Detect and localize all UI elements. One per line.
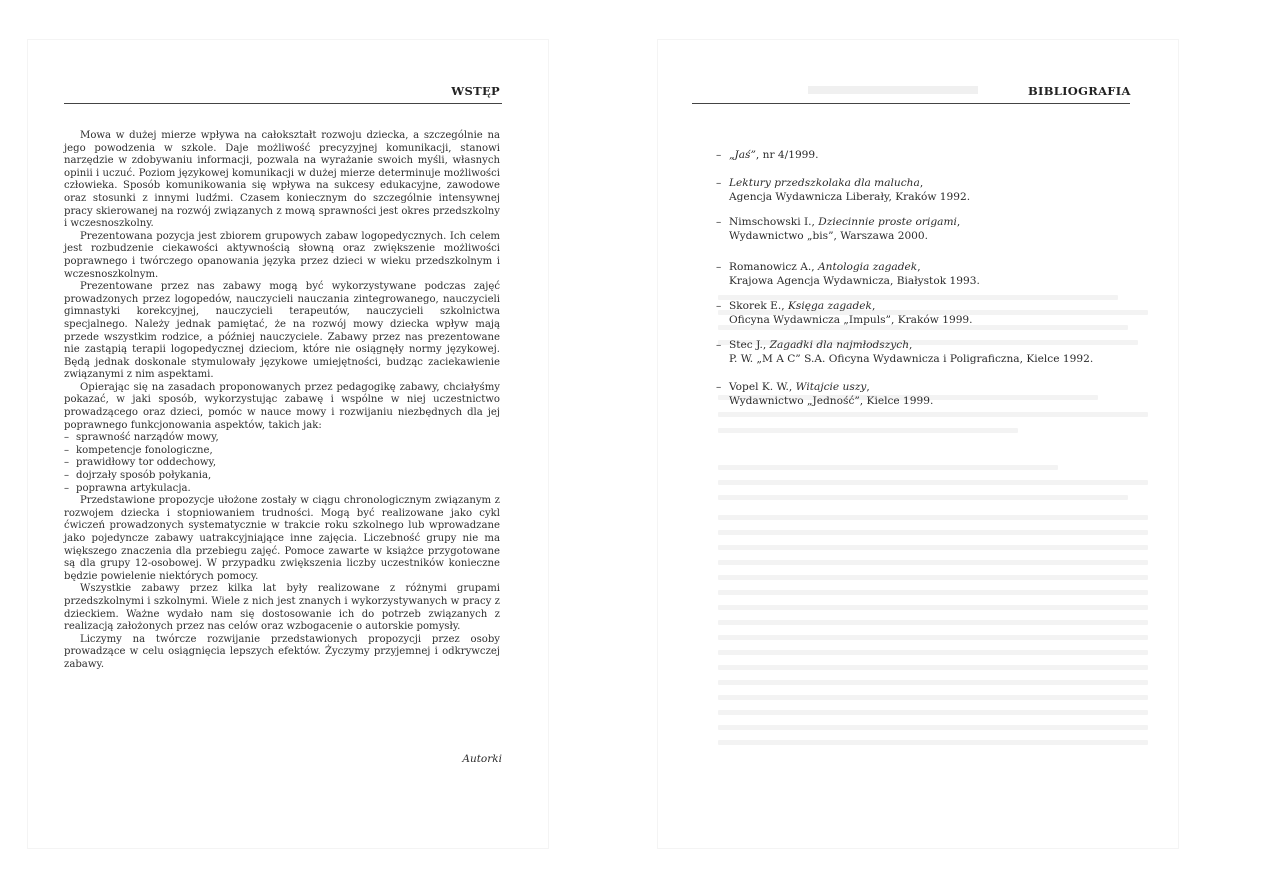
bibliography-entry: – Romanowicz A., Antologia zagadek, Krajowa Agencja Wydawnicza, Białystok 1993. (716, 261, 980, 287)
bibliography-entry: – Skorek E., Księga zagadek, Oficyna Wydawnicza „Impuls”, Kraków 1999. (716, 300, 973, 326)
header-rule (692, 103, 1130, 104)
bleed-through-line (718, 545, 1148, 550)
list-item: – sprawność narządów mowy, (64, 432, 219, 444)
bleed-through-line (718, 650, 1148, 655)
bleed-through-line (718, 480, 1148, 485)
paragraph: Prezentowana pozycja jest zbiorem grupowych zabaw logopedycznych. Ich celem jest rozbudzenie ciekawości aktywnością słowną oraz zwiększenie możliwości poprawnego i twórczego opanowania języka przez dzieci w wieku przedszkolnym i wczesnoszkolnym. (64, 230, 500, 280)
bleed-through-line (718, 635, 1148, 640)
bibliography-entry: – Nimschowski I., Dziecinnie proste origami, Wydawnictwo „bis”, Warszawa 2000. (716, 216, 961, 242)
list-item: – poprawna artykulacja. (64, 482, 191, 494)
bibliography-entry: – Lektury przedszkolaka dla malucha, Agencja Wydawnicza Liberały, Kraków 1992. (716, 177, 971, 203)
bibliography-entry: – Vopel K. W., Witajcie uszy, Wydawnictwo „Jedność”, Kielce 1999. (716, 381, 934, 407)
bibliography-list (716, 148, 1156, 419)
bleed-through-line (718, 590, 1148, 595)
bibliography-entry: – „Jaś”, nr 4/1999. (716, 149, 819, 161)
list-item: – prawidłowy tor oddechowy, (64, 457, 217, 469)
paragraph: Mowa w dużej mierze wpływa na całokształt rozwoju dziecka, a szczególnie na jego powodzenia w szkole. Daje możliwość precyzyjnej komunikacji, stanowi narzędzie w zdobywaniu informacji, pozwala na wyrażanie swoich myśli, własnych opinii i uczuć. Poziom językowej komunikacji w dużej mierze determinuje możliwości człowieka. Sposób komunikowania się wpływa na sukcesy edukacyjne, zawodowe oraz stosunki z innymi ludźmi. Czasem koniecznym do szczególnie intensywnej pracy skierowanej na rozwój związanych z mową sprawności jest okres przedszkolny i wczesnoszkolny. (64, 130, 500, 230)
paragraph: Prezentowane przez nas zabawy mogą być wykorzystywane podczas zajęć prowadzonych przez logopedów, nauczycieli nauczania zintegrowanego, nauczycieli gimnastyki korekcyjnej, nauczycieli terapeutów, nauczycieli szkolnictwa specjalnego. Należy jednak pamiętać, że na rozwój mowy dziecka wpływ mają przede wszystkim rodzice, a później nauczyciele. Zabawy przez nas prezentowane nie zastąpią terapii logopedycznej dzieciom, które nie osiągnęły normy językowej. Będą jednak doskonale stymulowały językowe umiejętności, budząc zaciekawienie związanymi z nim aspektami. (64, 281, 500, 381)
paragraph: Przedstawione propozycje ułożone zostały w ciągu chronologicznym związanym z rozwojem dziecka i stopniowaniem trudności. Mogą być realizowane jako cykl ćwiczeń prowadzonych systematycznie w trakcie roku szkolnego lub wprowadzane jako pojedyncze zabawy uatrakcyjniające inne zajęcia. Liczebność grupy nie ma większego znaczenia dla przebiegu zajęć. Pomoce zawarte w książce przygotowane są dla grupy 12-osobowej. W przypadku zwiększenia liczby uczestników konieczne będzie powielenie niektórych pomocy. (64, 495, 500, 582)
bleed-through-line (718, 710, 1148, 715)
bleed-through-line (718, 740, 1148, 745)
paragraph: Liczymy na twórcze rozwijanie przedstawionych propozycji przez osoby prowadzące w celu osiągnięcia lepszych efektów. Życzymy przyjemnej i odkrywczej zabawy. (64, 633, 500, 670)
bibliography-entry: – Stec J., Zagadki dla najmłodszych, P. W. „M A C” S.A. Oficyna Wydawnicza i Poligraficzna, Kielce 1992. (716, 339, 1094, 365)
paragraph: Wszystkie zabawy przez kilka lat były realizowane z różnymi grupami przedszkolnymi i szkolnymi. Wiele z nich jest znanych i wykorzystywanych w pracy z dzieckiem. Ważne wydało nam się dostosowanie ich do potrzeb związanych z realizacją założonych przez nas celów oraz wzbogacenie o autorskie pomysły. (64, 583, 500, 633)
aspects-list (64, 432, 500, 495)
bleed-through-line (718, 695, 1148, 700)
list-item: – kompetencje fonologiczne, (64, 444, 213, 456)
bleed-through-line (718, 680, 1148, 685)
bleed-through-header (808, 86, 978, 94)
bleed-through-line (718, 530, 1148, 535)
left-page (28, 40, 548, 848)
header-rule (64, 103, 502, 104)
signature-autorki: Autorki (462, 753, 502, 765)
introduction-text (64, 130, 500, 672)
bleed-through-line (718, 465, 1058, 470)
list-item: – dojrzały sposób połykania, (64, 470, 212, 482)
bleed-through-line (718, 515, 1148, 520)
bleed-through-line (718, 575, 1148, 580)
bleed-through-line (718, 560, 1148, 565)
bleed-through-line (718, 665, 1148, 670)
bleed-through-line (718, 620, 1148, 625)
bleed-through-line (718, 725, 1148, 730)
page-header-wstep: WSTĘP (451, 84, 500, 98)
right-page (658, 40, 1178, 848)
page-header-bibliografia: BIBLIOGRAFIA (1028, 84, 1131, 98)
bleed-through-line (718, 428, 1018, 433)
bleed-through-line (718, 605, 1148, 610)
bleed-through-line (718, 495, 1128, 500)
paragraph: Opierając się na zasadach proponowanych przez pedagogikę zabawy, chciałyśmy pokazać, w jaki sposób, wykorzystując zabawę i wspólne w niej uczestnictwo prowadzącego oraz dzieci, pomóc w nauce mowy i rozwijaniu niezbędnych dla jej poprawnego funkcjonowania aspektów, takich jak: (64, 381, 500, 431)
